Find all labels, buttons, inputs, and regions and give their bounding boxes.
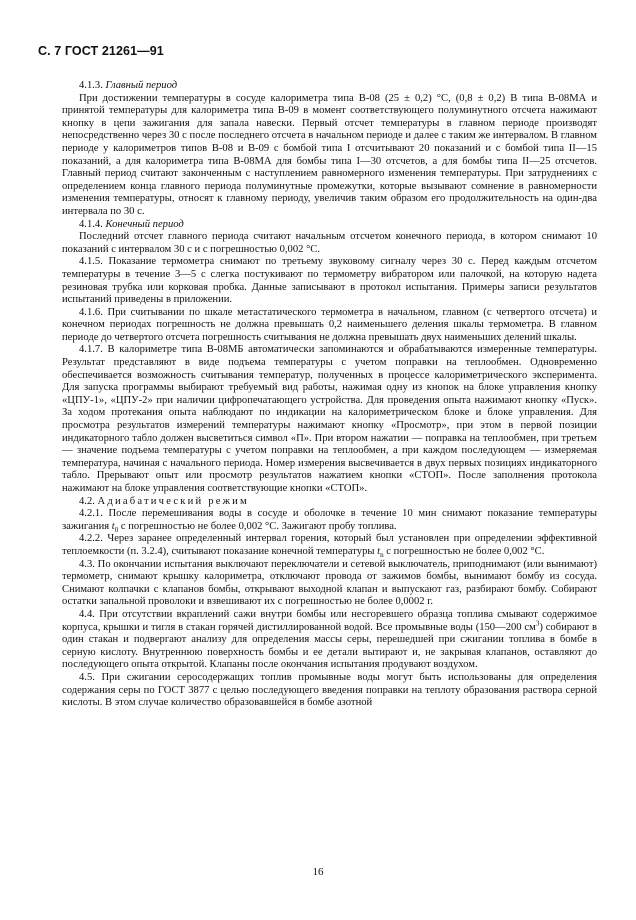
paragraph-4-1-5: 4.1.5. Показание термометра снимают по третьему звуковому сигналу через 30 с. Перед каждым отсчетом температуры в течение 3—5 с слегка постукивают по термометру вибратором или палочкой, на которую надета резиновая трубка или корковая пробка. Данные записывают в протокол испытания. Примеры записи результатов испытаний приведены в приложении. [62,256,597,306]
section-heading-4-2: 4.2. Адиабатический режим [79,495,249,507]
paragraph-4-1-6: 4.1.6. При считывании по шкале метастатического термометра в начальном, главном (с четвертого отсчета) и конечном периодах погрешность не должна превышать 0,2 наименьшего деления шкалы термометра. В главном периоде до четвертого отсчета погрешность считывания не должна превышать двух наименьших делений шкалы. [62,306,597,343]
page-number: 16 [312,866,324,878]
paragraph-4-5: 4.5. При сжигании серосодержащих топлив промывные воды могут быть использованы для определения содержания серы по ГОСТ 3877 с целью последующего введения поправки на теплоту образования раствора серной кислоты. В этом случае количество образовавшейся в бомбе азотной [62,671,597,709]
paragraph-4-2-1: 4.2.1. После перемешивания воды в сосуде и оболочке в течение 10 мин снимают показание температуры зажигания $t_0$ с погрешностью не более 0,002 °С. Зажигают пробу топлива. [62,508,597,534]
section-heading-4-1-3: 4.1.3. Главный период [79,80,178,91]
paragraph-4-1-7: 4.1.7. В калориметре типа В-08МБ автоматически запоминаются и обрабатываются измеренные температуры. Результат представляют в виде подъема температуры с учетом поправки на теплообмен. Одновременно обеспечивается возможность считывания температур, полученных в процессе калориметрического эксперимента. Для запуска программы выбирают требуемый вид работы, нажимая одну из кнопок на блоке управления кнопку «ЦПУ-1», «ЦПУ-2» при наличии цифропечатающего устройства. Для проведения опыта нажимают кнопку «Пуск». За ходом протекания опыта наблюдают по индикации на калориметрическом блоке и блоке управления. Для просмотра результатов измерений температуры нажимают кнопку «Просмотр», при этом в первой позиции индикаторного табло должен высветиться символ «П». При втором нажатии — поправка на теплообмен, при третьем — значение подъема температуры с учетом поправки на теплообмен, а при каждом последующем — измеряемая температура, начиная с начального периода. Номер измерения высвечивается в двух первых позициях индикаторного табло. Прерывают опыт или просмотр результатов нажатием кнопки «СТОП». После заполнения протокола нажимают на блоке управления соответствующие кнопки «СТОП». [62,344,597,494]
paragraph: Последний отсчет главного периода считают начальным отсчетом конечного периода, в котором снимают 10 показаний с интервалом 30 с и с погрешностью 0,002 °С. [62,231,597,255]
paragraph-4-4: 4.4. При отсутствии вкраплений сажи внутри бомбы или несгоревшего образца топлива смывают содержимое корпуса, крышки и тигля в стакан горячей дистиллированной водой. Все промывные воды (150—200 $см^3$) собирают в один стакан и подвергают анализу для определения массы серы, перешедшей при сжигании топлива в бомбе в серную кислоту. Внутреннюю поверхность бомбы и ее детали вытирают и, не закрывая клапанов, оставляют до последующего опыта открытой. Клапаны после окончания испытания продувают воздухом. [62,608,598,671]
paragraph-4-2-2: 4.2.2. Через заранее определенный интервал горения, который был установлен при определении эффективной теплоемкости (п. 3.2.4), считывают показание конечной температуры $t_n$ с погрешностью не более 0,002 °С. [62,533,597,560]
paragraph: При достижении температуры в сосуде калориметра типа В-08 (25 ± 0,2) °С, (0,8 ± 0,2) В типа В-08МА и принятой температуры для калориметра типа В-09 в момент соответствующего полуминутного отсчета нажимают кнопку в цепи зажигания для запала навески. Первый отсчет температуры в главном периоде производят непосредственно через 30 с после последнего отсчета в начальном периоде и далее с таким же интервалом. В главном периоде у калориметров типов В-08 и В-09 с бомбой типа I отсчитывают 20 показаний и с бомбой типа II—15 показаний, а для калориметра типа В-08МА для бомбы типа I—30 отсчетов, а для бомбы типа II—25 отсчетов. Главный период считают законченным с наступлением равномерного изменения температуры. При затруднениях с определением конца главного периода полуминутные промежутки, которые вызывают сомнение в равномерности изменения температуры, относят к главному периоду, увеличив таким образом его продолжительность на один-два интервала по 30 с. [62,92,597,217]
document-body [62,80,597,710]
section-heading-4-1-4: 4.1.4. Конечный период [79,218,184,230]
page-header: С. 7 ГОСТ 21261—91 [38,44,164,58]
paragraph-4-3: 4.3. По окончании испытания выключают переключатели и сетевой выключатель, приподнимают (или вынимают) термометр, снимают крышку калориметра, отключают провода от зажимов бомбы, вынимают бомбу из сосуда. Снимают колпачки с клапанов бомбы, открывают выходной клапан и выпускают газ, разбирают бомбу. Собирают остатки запальной проволоки и взвешивают их с погрешностью не более 0,0002 г. [62,558,597,608]
